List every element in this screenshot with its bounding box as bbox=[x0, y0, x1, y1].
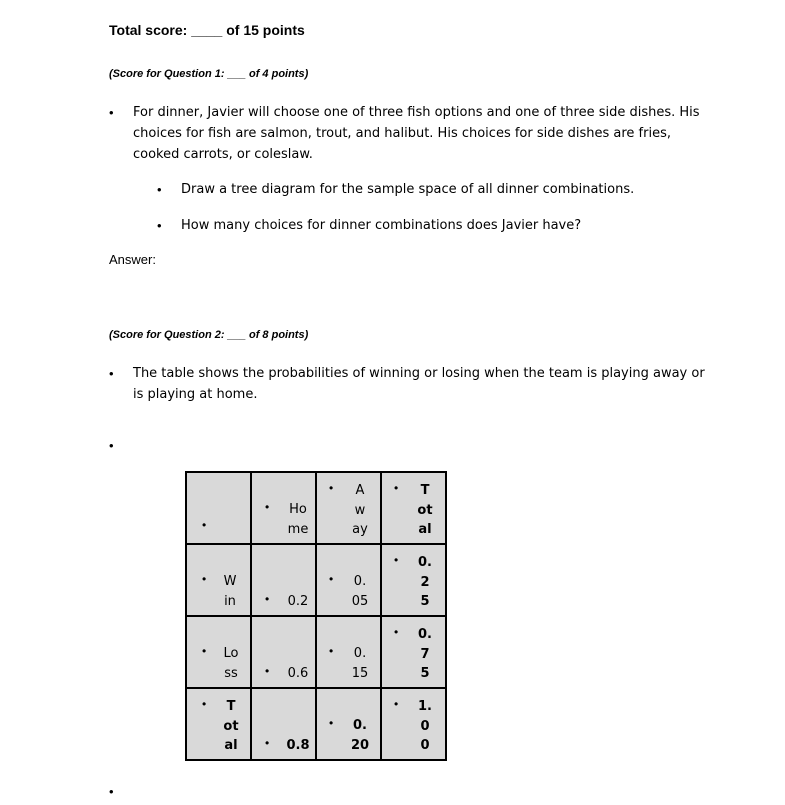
bullet-icon: • bbox=[329, 481, 334, 495]
bullet-icon: • bbox=[202, 518, 207, 532]
probability-table bbox=[185, 471, 447, 761]
total-score: Total score: ____ of 15 points bbox=[109, 22, 305, 38]
table-cell: • 0.8 bbox=[251, 688, 316, 760]
table-cell: • 0. 7 5 bbox=[381, 616, 446, 688]
bullet-icon: • bbox=[202, 572, 207, 586]
table-cell: • Lo ss bbox=[186, 616, 251, 688]
question-1-score: (Score for Question 1: ___ of 4 points) bbox=[109, 68, 309, 80]
table-cell bbox=[186, 472, 251, 544]
bullet-icon: • bbox=[265, 736, 270, 750]
bullet-icon: • bbox=[394, 553, 399, 567]
bullet-icon: • bbox=[109, 784, 114, 799]
table-header-total: • T ot al bbox=[381, 472, 446, 544]
table-cell: • 0. 05 bbox=[316, 544, 381, 616]
prompt-line: cooked carrots, or coleslaw. bbox=[133, 147, 313, 162]
bullet-icon: • bbox=[265, 592, 270, 606]
prompt-line: For dinner, Javier will choose one of three fish options and one of three side dishes. His bbox=[133, 105, 700, 120]
bullet-icon: • bbox=[157, 218, 162, 233]
sub-item-tree-diagram: Draw a tree diagram for the sample space of all dinner combinations. bbox=[181, 182, 635, 197]
question-1-prompt bbox=[133, 102, 700, 165]
bullet-icon: • bbox=[109, 366, 114, 381]
answer-label: Answer: bbox=[109, 252, 156, 267]
table-cell: • 0.6 bbox=[251, 616, 316, 688]
table-cell: • 0. 20 bbox=[316, 688, 381, 760]
table-cell: • 1. 0 0 bbox=[381, 688, 446, 760]
bullet-icon: • bbox=[202, 697, 207, 711]
bullet-icon: • bbox=[394, 481, 399, 495]
bullet-icon: • bbox=[329, 716, 334, 730]
bullet-icon: • bbox=[329, 644, 334, 658]
bullet-icon: • bbox=[109, 105, 114, 120]
prompt-line: is playing at home. bbox=[133, 387, 258, 402]
bullet-icon: • bbox=[394, 697, 399, 711]
bullet-icon: • bbox=[265, 664, 270, 678]
bullet-icon: • bbox=[265, 500, 270, 514]
bullet-icon: • bbox=[202, 644, 207, 658]
prompt-line: The table shows the probabilities of winning or losing when the team is playing away or bbox=[133, 366, 705, 381]
bullet-icon: • bbox=[329, 572, 334, 586]
prompt-line: choices for fish are salmon, trout, and halibut. His choices for side dishes are fries, bbox=[133, 126, 671, 141]
table-header-row bbox=[186, 472, 446, 544]
table-cell: • T ot al bbox=[186, 688, 251, 760]
bullet-icon: • bbox=[394, 625, 399, 639]
table-header-home: • Ho me bbox=[251, 472, 316, 544]
table-row-win bbox=[186, 544, 446, 616]
question-2-prompt bbox=[133, 363, 705, 405]
table-row-loss bbox=[186, 616, 446, 688]
bullet-icon: • bbox=[109, 438, 114, 453]
question-2-score: (Score for Question 2: ___ of 8 points) bbox=[109, 329, 309, 341]
bullet-icon: • bbox=[157, 182, 162, 197]
table-cell: • 0. 2 5 bbox=[381, 544, 446, 616]
table-cell: • 0. 15 bbox=[316, 616, 381, 688]
table-header-away: • A w ay bbox=[316, 472, 381, 544]
table-cell: • W in bbox=[186, 544, 251, 616]
table-cell: • 0.2 bbox=[251, 544, 316, 616]
table-row-total bbox=[186, 688, 446, 760]
sub-item-dinner-count: How many choices for dinner combinations does Javier have? bbox=[181, 218, 582, 233]
